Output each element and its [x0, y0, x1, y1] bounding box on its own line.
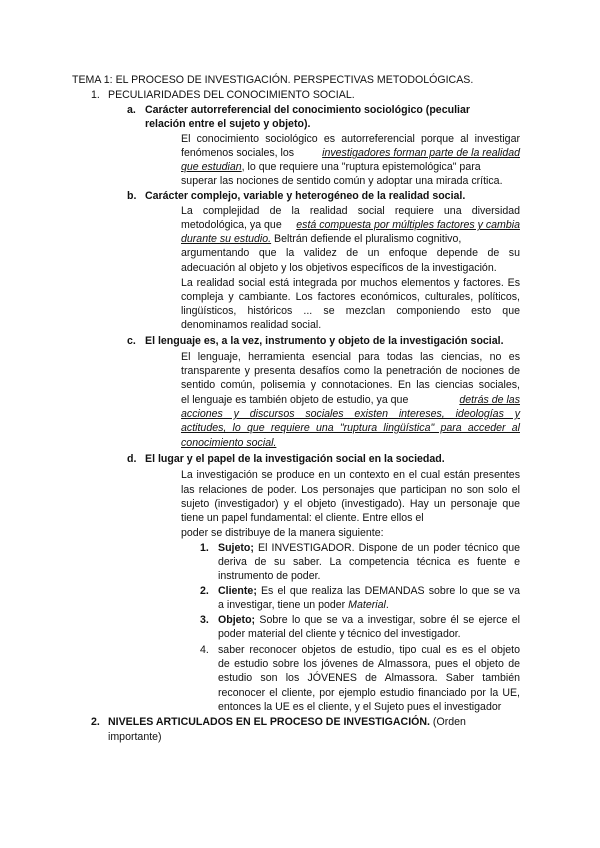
list-item-number: 2. [200, 585, 209, 597]
text-run: el lenguaje es también objeto de estudio, ya que [181, 394, 409, 406]
text-run: , lo que requiere una "ruptura epistemológica" para [241, 161, 481, 173]
text-run: Es el que realiza las DEMANDAS sobre lo que se va [256, 585, 520, 597]
item-b-heading: Carácter complejo, variable y heterogéneo de la realidad social. [145, 190, 466, 202]
item-d-paragraph-line: las relaciones de poder. Los personajes que participan no son solo el [181, 484, 520, 496]
list-item-line [218, 585, 520, 598]
item-d-paragraph-line: sujeto (investigador) y el objeto (investigado). Hay un personaje que [181, 498, 520, 510]
list-item-line: de estudio sobre los jóvenes de Almassora, pues el objeto de [218, 658, 520, 670]
list-item-line: estudio son los JÓVENES de Almassora. Saber también [218, 672, 520, 684]
item-a-letter: a. [127, 104, 136, 116]
item-a-paragraph-line: superar las nociones de sentido común y adoptar una mirada crítica. [181, 175, 503, 187]
item-b-paragraph-line [181, 233, 461, 246]
section-1-number: 1. [91, 89, 100, 101]
section-2-number: 2. [91, 716, 100, 728]
item-b-letter: b. [127, 190, 137, 202]
list-item-number: 3. [200, 614, 209, 626]
item-a-paragraph-line: El conocimiento sociológico es autorreferencial porque al investigar [181, 133, 520, 145]
item-d-paragraph-line: tiene un papel fundamental: el cliente. Entre ellos el [181, 512, 424, 524]
underlined-text: conocimiento social. [181, 437, 277, 449]
list-item-line [218, 542, 520, 555]
underlined-text: que estudian [181, 161, 242, 173]
item-d-paragraph-line: poder se distribuye de la manera siguiente: [181, 527, 384, 539]
item-c-paragraph-line: transparente y presenta desafíos como la penetración de nociones de [181, 365, 520, 377]
item-b-paragraph-line: La realidad social está integrada por muchos elementos y factores. Es [181, 277, 520, 289]
item-a-heading-line-1: Carácter autorreferencial del conocimiento sociológico (peculiar [145, 104, 470, 116]
text-run: Sobre lo que se va a investigar, sobre él se ejerce el [255, 614, 520, 626]
underlined-text: acciones y discursos sociales existen intereses, ideologías y [181, 408, 520, 420]
item-b-paragraph-line: denominamos realidad social. [181, 319, 322, 331]
item-b-paragraph-line: La complejidad de la realidad social requiere una diversidad [181, 205, 520, 217]
section-2-title: NIVELES ARTICULADOS EN EL PROCESO DE INVESTIGACIÓN. [108, 716, 430, 728]
list-item-line: entonces la UE es el cliente, y el Sujeto pues el investigador [218, 701, 502, 713]
list-item-label: Objeto; [218, 614, 256, 626]
list-item-line: saber reconocer objetos de estudio, tipo cual es es el objeto [218, 644, 520, 656]
list-item-line: poder material del cliente y técnico del investigador. [218, 628, 461, 640]
list-item-line: reconocer el cliente, por ejemplo estudio financiado por la UE, [218, 687, 520, 699]
list-item-line: instrumento de poder. [218, 570, 321, 582]
item-c-paragraph-line: El lenguaje, herramienta esencial para todas las ciencias, no es [181, 351, 520, 363]
list-item-number: 1. [200, 542, 209, 554]
text-run: El INVESTIGADOR. Dispone de un poder técnico que [253, 542, 520, 554]
underlined-text: actitudes, lo que requiere una "ruptura lingüística" para acceder al [181, 422, 520, 434]
item-c-paragraph-line [181, 394, 520, 407]
item-b-paragraph-line [181, 219, 520, 232]
item-d-heading: El lugar y el papel de la investigación social en la sociedad. [145, 453, 445, 465]
item-b-paragraph-line: argumentando que la validez de un enfoque depende de su [181, 247, 520, 259]
underlined-text: detrás de las [459, 394, 520, 406]
item-a-paragraph-line [181, 161, 481, 174]
item-c-heading: El lenguaje es, a la vez, instrumento y objeto de la investigación social. [145, 335, 504, 347]
text-run: . [385, 599, 389, 611]
item-b-paragraph-line: adecuación al objeto y los objetivos específicos de la investigación. [181, 262, 497, 274]
item-c-letter: c. [127, 335, 136, 347]
document-title: TEMA 1: EL PROCESO DE INVESTIGACIÓN. PERSPECTIVAS METODOLÓGICAS. [72, 74, 474, 86]
underlined-text: durante su estudio. [181, 233, 272, 245]
text-run: (Orden [429, 716, 466, 728]
item-b-paragraph-line: compleja y cambiante. Los factores económicos, culturales, políticos, [181, 291, 520, 303]
section-1-heading: PECULIARIDADES DEL CONOCIMIENTO SOCIAL. [108, 89, 355, 101]
list-item-line: deriva de su saber. La competencia técnica es fuente e [218, 556, 520, 568]
text-run: fenómenos sociales, los [181, 147, 295, 159]
text-run: a investigar, tiene un poder [218, 599, 349, 611]
item-b-paragraph-line: lingüísticos, históricos ... se mezclan componiendo esto que [181, 305, 520, 317]
item-a-heading-line-2: relación entre el sujeto y objeto). [145, 118, 311, 130]
text-run: Beltrán defiende el pluralismo cognitivo, [271, 233, 462, 245]
section-2-heading [108, 716, 466, 729]
item-c-paragraph-line: sentido común, polisemia y connotaciones. En las ciencias sociales, [181, 379, 520, 391]
list-item-label: Cliente; [218, 585, 257, 597]
italic-text: Material [348, 599, 386, 611]
item-a-paragraph-line [181, 147, 520, 160]
text-run: metodológica, ya que [181, 219, 282, 231]
item-d-paragraph-line: La investigación se produce en un contexto en el cual están presentes [181, 469, 520, 481]
section-2-heading-line-2: importante) [108, 731, 162, 743]
underlined-text: investigadores forman parte de la realidad [322, 147, 520, 159]
underlined-text: está compuesta por múltiples factores y cambia [296, 219, 520, 231]
list-item-number: 4. [200, 644, 209, 656]
list-item-line [218, 599, 389, 612]
list-item-line [218, 614, 520, 627]
item-d-letter: d. [127, 453, 137, 465]
list-item-label: Sujeto; [218, 542, 254, 554]
